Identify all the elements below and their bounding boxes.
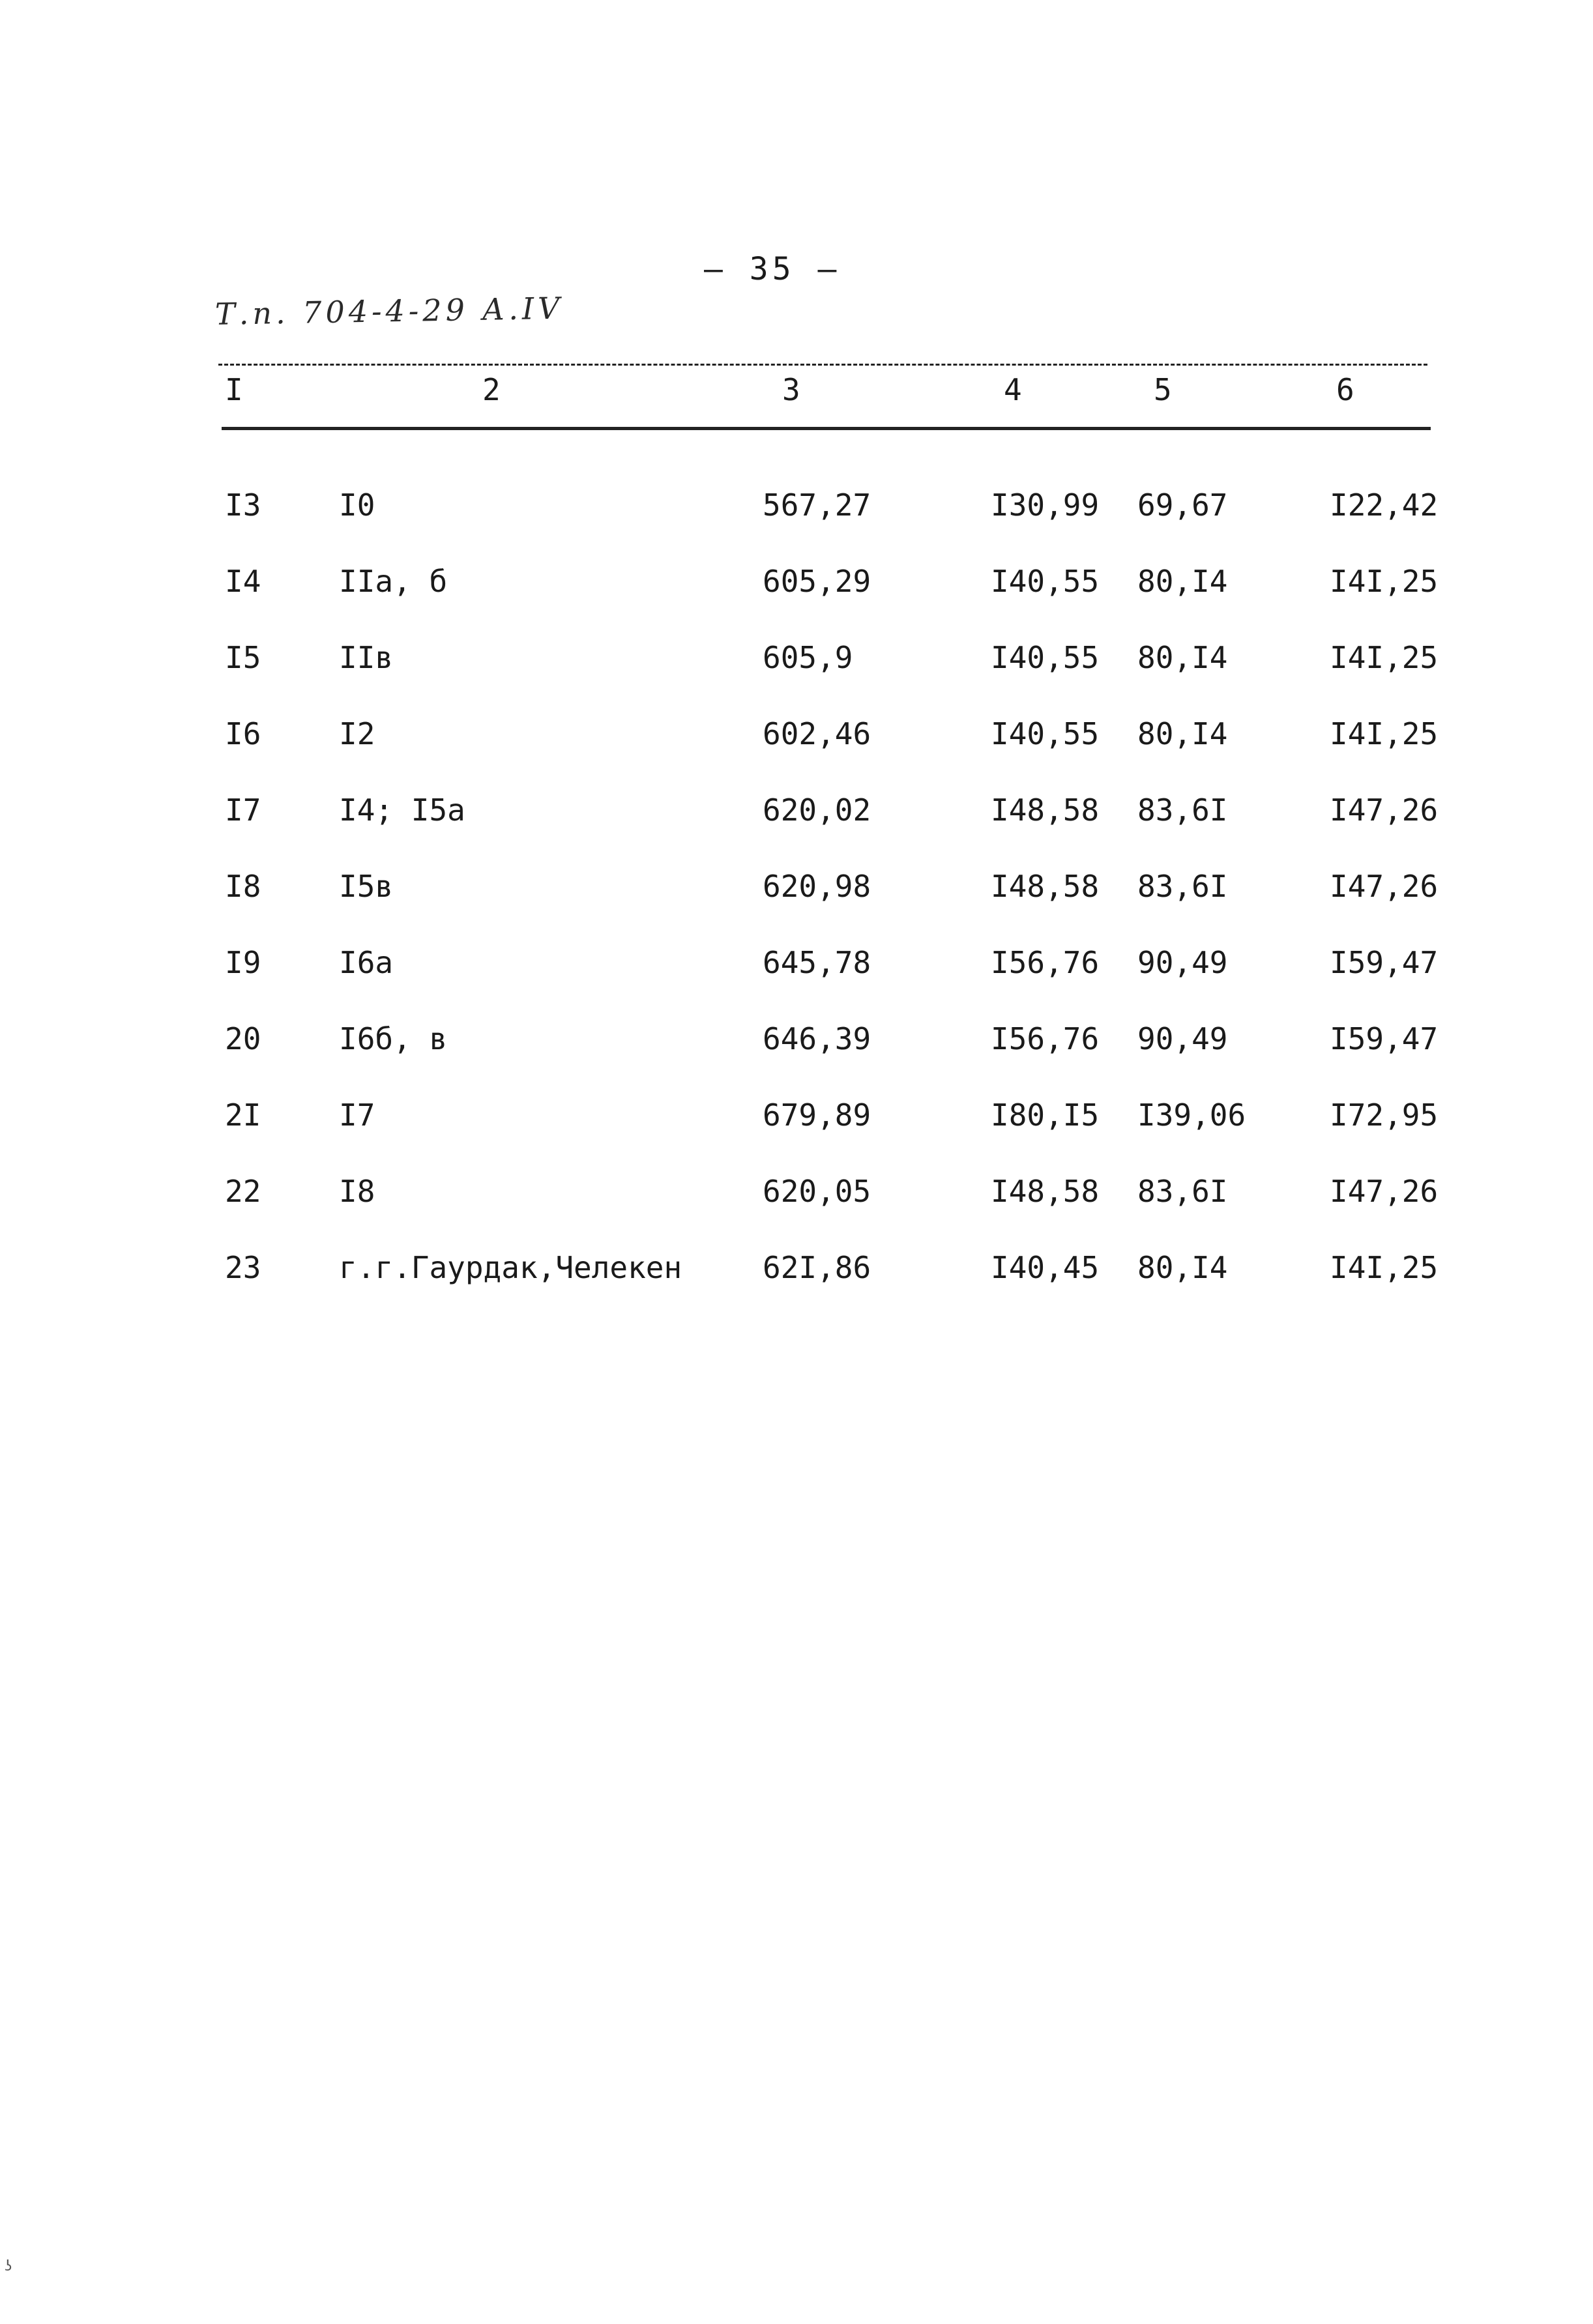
table-row [0, 1019, 1593, 1058]
table-row [0, 791, 1593, 830]
table-cell-col-6: I72,95 [1330, 1097, 1439, 1133]
table-cell-col-5: 83,6I [1137, 792, 1228, 828]
table-cell-col-5: 90,49 [1137, 1021, 1228, 1056]
table-cell-col-6: I47,26 [1330, 869, 1439, 904]
table-cell-col-6: I4I,25 [1330, 716, 1439, 751]
table-cell-col-1: I5 [225, 640, 261, 675]
table-cell-col-4: I40,55 [991, 564, 1100, 599]
table-cell-col-6: I4I,25 [1330, 1250, 1439, 1285]
header-col-3: 3 [782, 372, 800, 407]
table-cell-col-1: I7 [225, 792, 261, 828]
table-row [0, 1248, 1593, 1287]
table-row [0, 1172, 1593, 1211]
table-row [0, 943, 1593, 982]
table-header-row [0, 370, 1593, 409]
table-cell-col-5: 69,67 [1137, 487, 1228, 523]
table-cell-col-6: I59,47 [1330, 1021, 1439, 1056]
table-cell-col-3: 605,9 [763, 640, 853, 675]
table-cell-col-5: 83,6I [1137, 1174, 1228, 1209]
table-cell-col-2: I2 [339, 716, 375, 751]
table-cell-col-3: 679,89 [763, 1097, 871, 1133]
table-cell-col-6: I4I,25 [1330, 564, 1439, 599]
table-cell-col-2: IIв [339, 640, 394, 675]
table-cell-col-1: I9 [225, 945, 261, 980]
table-cell-col-4: I40,55 [991, 716, 1100, 751]
table-cell-col-2: I0 [339, 487, 375, 523]
table-cell-col-4: I40,55 [991, 640, 1100, 675]
table-cell-col-4: I40,45 [991, 1250, 1100, 1285]
table-cell-col-6: I59,47 [1330, 945, 1439, 980]
table-cell-col-5: 80,I4 [1137, 716, 1228, 751]
table-cell-col-3: 645,78 [763, 945, 871, 980]
table-cell-col-2: I6a [339, 945, 394, 980]
table-header-rule [222, 427, 1431, 430]
table-cell-col-1: 2I [225, 1097, 261, 1133]
table-cell-col-4: I56,76 [991, 1021, 1100, 1056]
table-cell-col-3: 620,98 [763, 869, 871, 904]
table-row [0, 562, 1593, 601]
table-cell-col-6: I47,26 [1330, 1174, 1439, 1209]
table-cell-col-4: I48,58 [991, 792, 1100, 828]
table-cell-col-6: I47,26 [1330, 792, 1439, 828]
table-cell-col-1: I3 [225, 487, 261, 523]
table-cell-col-1: 22 [225, 1174, 261, 1209]
table-cell-col-3: 620,02 [763, 792, 871, 828]
table-row [0, 867, 1593, 906]
scan-mark: ʖ [4, 2258, 13, 2274]
table-cell-col-6: I4I,25 [1330, 640, 1439, 675]
table-cell-col-5: 80,I4 [1137, 640, 1228, 675]
header-col-1: I [225, 372, 243, 407]
table-cell-col-3: 605,29 [763, 564, 871, 599]
table-cell-col-2: IIa, б [339, 564, 448, 599]
table-cell-col-3: 62I,86 [763, 1250, 871, 1285]
table-cell-col-1: I6 [225, 716, 261, 751]
table-cell-col-4: I48,58 [991, 1174, 1100, 1209]
header-col-2: 2 [482, 372, 501, 407]
table-cell-col-5: 90,49 [1137, 945, 1228, 980]
table-row [0, 486, 1593, 525]
table-row [0, 714, 1593, 753]
table-cell-col-2: I5в [339, 869, 394, 904]
table-cell-col-1: I8 [225, 869, 261, 904]
header-col-4: 4 [1004, 372, 1022, 407]
table-cell-col-2: I7 [339, 1097, 375, 1133]
header-col-6: 6 [1336, 372, 1354, 407]
document-code: Т.п. 704-4-29 А.IV [214, 290, 564, 332]
table-cell-col-5: 80,I4 [1137, 564, 1228, 599]
table-cell-col-2: I8 [339, 1174, 375, 1209]
table-cell-col-5: 83,6I [1137, 869, 1228, 904]
table-cell-col-5: I39,06 [1137, 1097, 1246, 1133]
table-cell-col-5: 80,I4 [1137, 1250, 1228, 1285]
table-cell-col-4: I30,99 [991, 487, 1100, 523]
table-cell-col-2: I6б, в [339, 1021, 448, 1056]
table-cell-col-6: I22,42 [1330, 487, 1439, 523]
table-cell-col-1: I4 [225, 564, 261, 599]
table-cell-col-4: I56,76 [991, 945, 1100, 980]
table-row [0, 638, 1593, 677]
page-number: – 35 – [704, 251, 841, 287]
table-row [0, 1096, 1593, 1135]
table-cell-col-1: 20 [225, 1021, 261, 1056]
table-cell-col-2: г.г.Гаурдак,Челекен [339, 1250, 682, 1285]
table-cell-col-2: I4; I5a [339, 792, 465, 828]
table-cell-col-4: I48,58 [991, 869, 1100, 904]
table-cell-col-3: 602,46 [763, 716, 871, 751]
table-cell-col-3: 567,27 [763, 487, 871, 523]
table-top-rule [218, 364, 1427, 366]
table-cell-col-4: I80,I5 [991, 1097, 1100, 1133]
header-col-5: 5 [1154, 372, 1172, 407]
table-cell-col-3: 646,39 [763, 1021, 871, 1056]
table-cell-col-1: 23 [225, 1250, 261, 1285]
table-cell-col-3: 620,05 [763, 1174, 871, 1209]
